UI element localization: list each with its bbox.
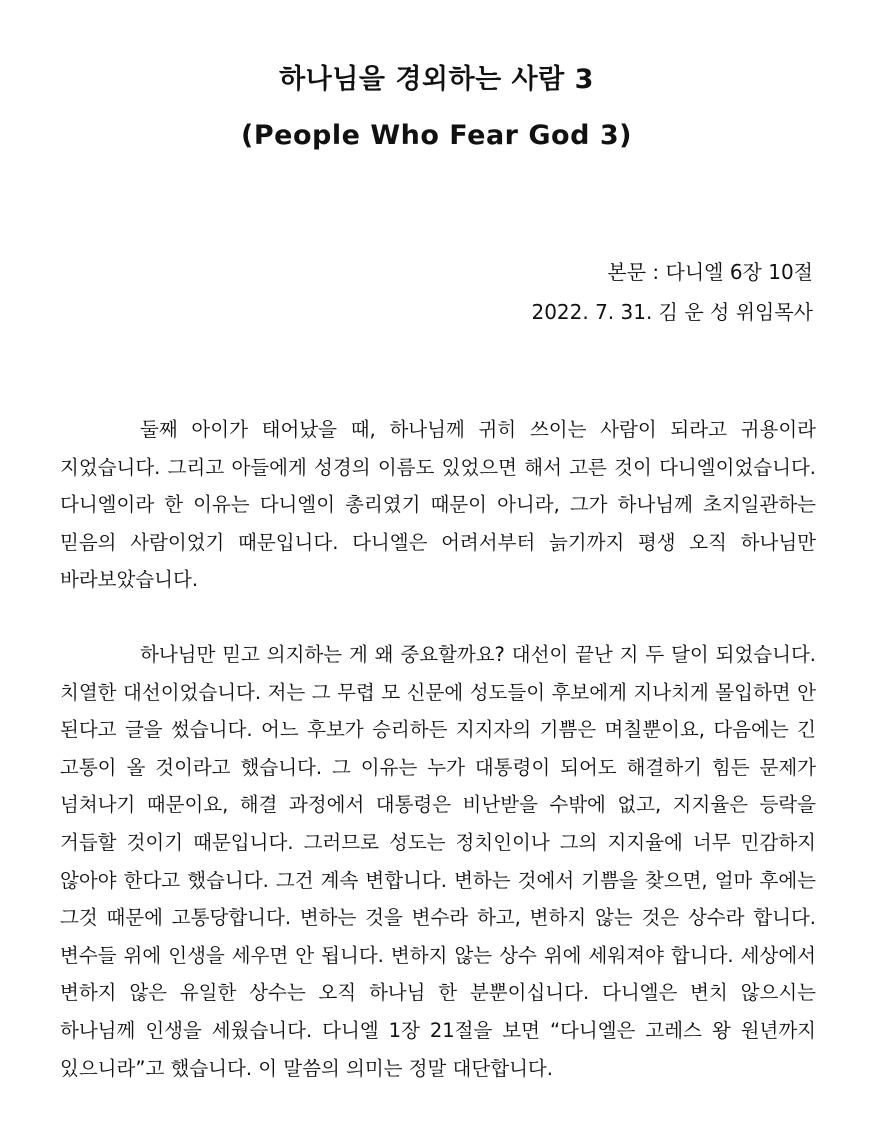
page-title: 하나님을 경외하는 사람 3 — [279, 64, 594, 95]
sermon-body — [60, 411, 816, 1087]
sermon-meta — [531, 252, 813, 332]
body-paragraph: 하나님만 믿고 의지하는 게 왜 중요할까요? 대선이 끝난 지 두 달이 되었습니다. 치열한 대선이었습니다. 저는 그 무렵 모 신문에 성도들이 후보에게 지나치게 몰입하면 안 된다고 글을 썼습니다. 어느 후보가 승리하든 지지자의 기쁨은 며칠뿐이요, 다음에는 긴 고통이 올 것이라고 했습니다. 그 이유는 누가 대통령이 되어도 해결하기 힘든 문제가 넘쳐나기 때문이요, 해결 과정에서 대통령은 비난받을 수밖에 없고, 지지율은 등락을 거듭할 것이기 때문입니다. 그러므로 성도는 정치인이나 그의 지지율에 너무 민감하지 않아야 한다고 했습니다. 그건 계속 변합니다. 변하는 것에서 기쁨을 찾으면, 얼마 후에는 그것 때문에 고통당합니다. 변하는 것을 변수라 하고, 변하지 않는 것은 상수라 합니다. 변수들 위에 인생을 세우면 안 됩니다. 변하지 않는 상수 위에 세워져야 합니다. 세상에서 변하지 않은 유일한 상수는 오직 하나님 한 분뿐이십니다. 다니엘은 변치 않으시는 하나님께 인생을 세웠습니다. 다니엘 1장 21절을 보면 “다니엘은 고레스 왕 원년까지 있으니라”고 했습니다. 이 말씀의 의미는 정말 대단합니다. — [60, 642, 816, 1080]
scripture-reference: 본문 : 다니엘 6장 10절 — [607, 260, 813, 284]
date-author-line: 2022. 7. 31. 김 운 성 위임목사 — [531, 300, 813, 324]
page-subtitle: (People Who Fear God 3) — [241, 120, 632, 151]
body-paragraph: 둘째 아이가 태어났을 때, 하나님께 귀히 쓰이는 사람이 되라고 귀용이라 지었습니다. 그리고 아들에게 성경의 이름도 있었으면 해서 고른 것이 다니엘이었습니다. 다니엘이라 한 이유는 다니엘이 총리였기 때문이 아니라, 그가 하나님께 초지일관하는 믿음의 사람이었기 때문입니다. 다니엘은 어려서부터 늙기까지 평생 오직 하나님만 바라보았습니다. — [60, 418, 816, 592]
title-block — [0, 52, 873, 164]
